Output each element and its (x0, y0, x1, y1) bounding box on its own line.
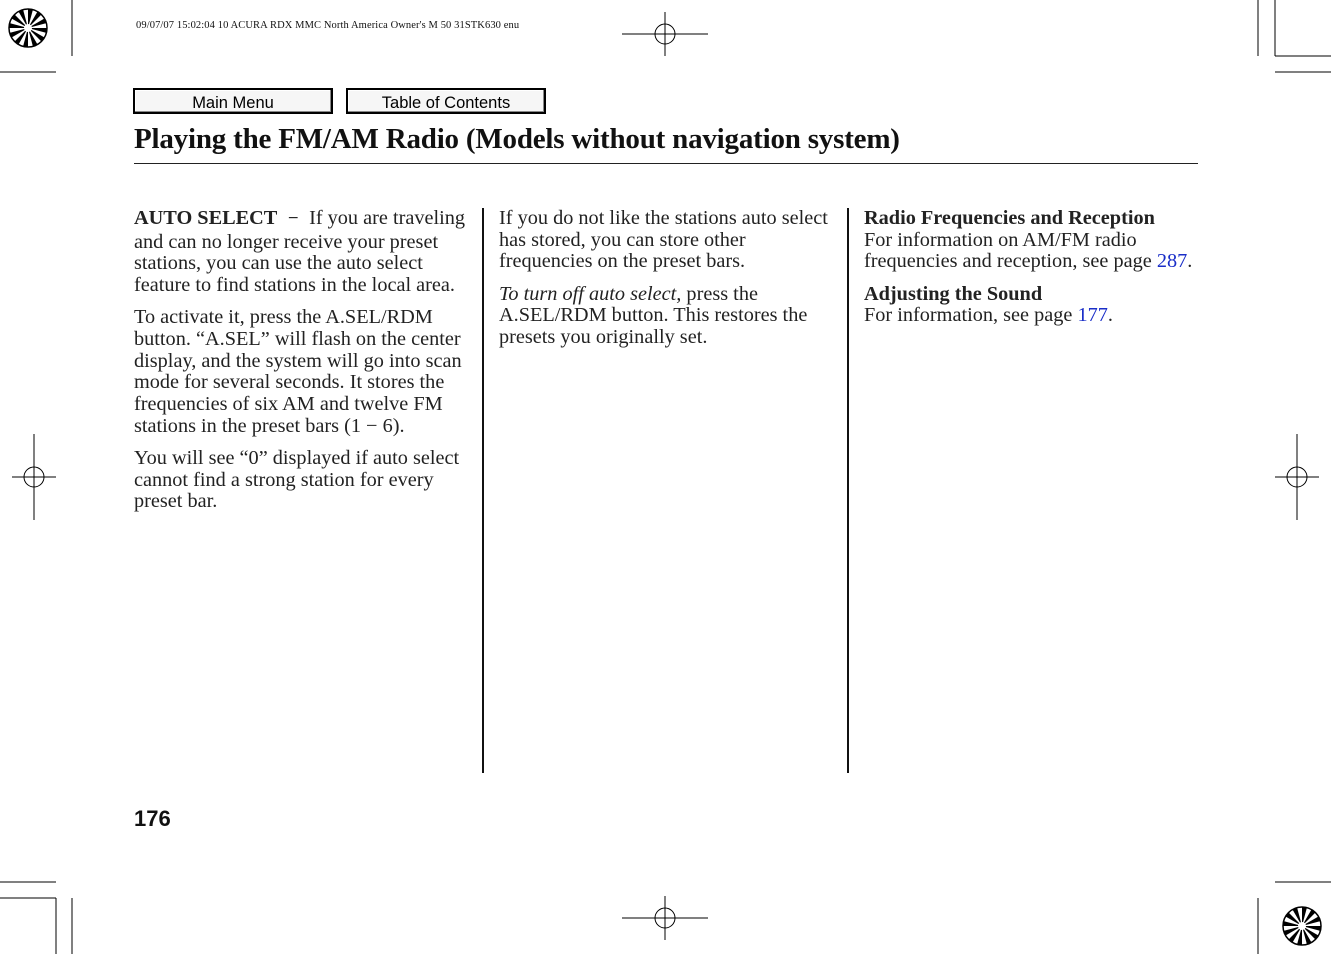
page-title: Playing the FM/AM Radio (Models without navigation system) (134, 123, 900, 155)
turn-off-text: press the A.SEL/RDM button. This restores the presets you originally set. (499, 282, 808, 349)
table-of-contents-label: Table of Contents (381, 94, 511, 112)
turn-off-lead: To turn off auto select, (499, 282, 682, 305)
auto-select-term: AUTO SELECT (134, 207, 278, 229)
auto-select-text: If you are traveling and can no longer receive your preset stations, you can use the auto select feature to find stations in the local area. (134, 207, 466, 297)
activate-paragraph: To activate it, press the A.SEL/RDM button. “A.SEL” will flash on the center display, and the system will go into scan mode for several seconds. It stores the frequencies of six AM and twelve FM stations in the preset bars (1 − 6). (134, 306, 462, 437)
sound-text: For information, see page (864, 304, 1078, 327)
store-other-paragraph: If you do not like the stations auto select has stored, you can store other frequencies on the preset bars. (499, 207, 828, 273)
sound-heading: Adjusting the Sound (864, 282, 1043, 305)
reception-heading: Radio Frequencies and Reception (864, 207, 1155, 229)
print-header: 09/07/07 15:02:04 10 ACURA RDX MMC North America Owner's M 50 31STK630 enu (136, 20, 520, 31)
term-dash: − (287, 210, 300, 226)
page-number: 176 (134, 806, 171, 831)
page-link-177[interactable]: 177 (1077, 304, 1108, 327)
reception-period: . (1187, 250, 1193, 273)
zero-display-paragraph: You will see “0” displayed if auto select cannot find a strong station for every preset bar. (134, 447, 460, 513)
main-menu-label: Main Menu (192, 94, 274, 112)
reception-text: For information on AM/FM radio frequencies and reception, see page (864, 228, 1157, 273)
page-link-287[interactable]: 287 (1156, 250, 1188, 273)
sound-period: . (1107, 304, 1113, 327)
